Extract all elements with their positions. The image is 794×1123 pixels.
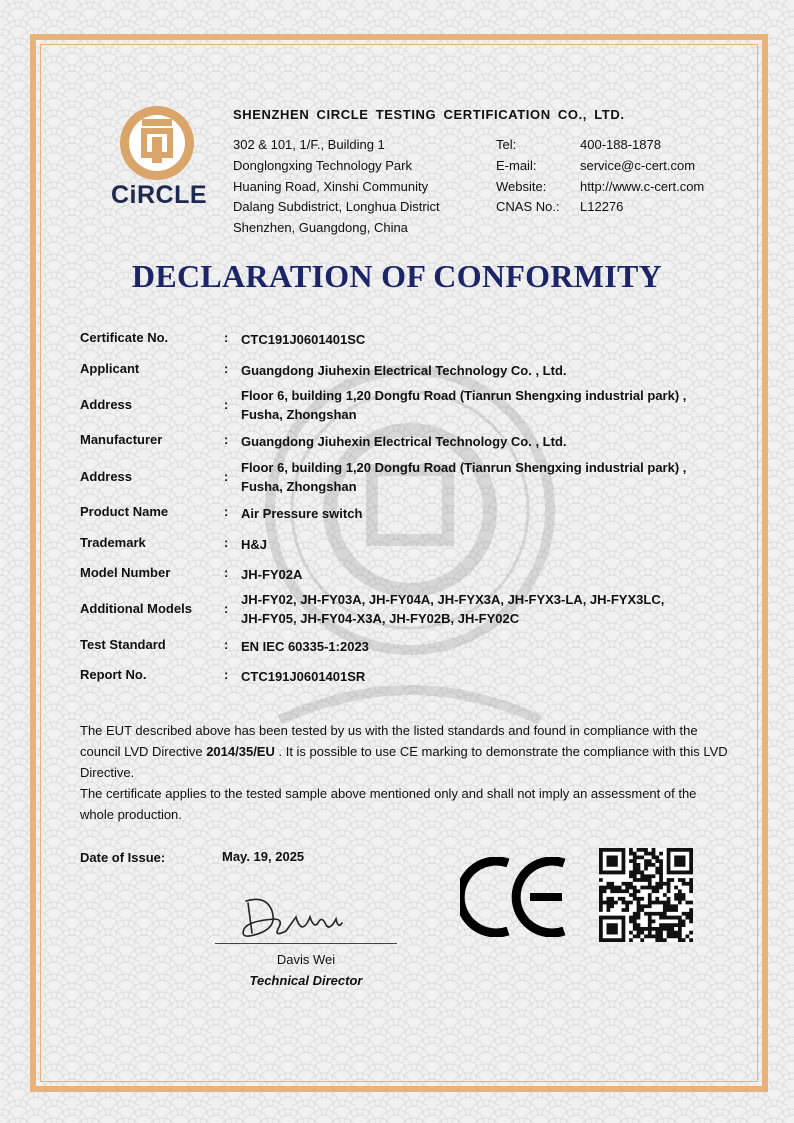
statement-text: . It is possible to use CE marking to demonstrate the compliance with this LVD Directive. <box>80 744 728 780</box>
field-value <box>241 432 741 451</box>
value-line: CTC191J0601401SR <box>241 669 366 684</box>
field-label: Applicant <box>80 361 140 376</box>
field-label: Manufacturer <box>80 432 163 447</box>
field-label: Certificate No. <box>80 330 169 345</box>
contact-label: CNAS No.: <box>496 199 560 215</box>
qr-code-icon <box>599 848 693 942</box>
value-line: Guangdong Jiuhexin Electrical Technology Co. , Ltd. <box>241 363 567 378</box>
address-line: Shenzhen, Guangdong, China <box>233 220 408 236</box>
field-value <box>241 361 741 380</box>
contact-cnas: L12276 <box>580 199 624 215</box>
field-colon: : <box>224 469 229 484</box>
field-colon: : <box>224 432 229 447</box>
field-label: Test Standard <box>80 637 166 652</box>
field-colon: : <box>224 361 229 376</box>
contact-label: Website: <box>496 178 547 194</box>
field-label: Additional Models <box>80 601 192 616</box>
field-value <box>241 667 741 686</box>
signature-line <box>215 943 397 944</box>
field-value <box>241 458 741 496</box>
field-value <box>241 590 741 628</box>
field-value <box>241 504 741 523</box>
value-line: EN IEC 60335-1:2023 <box>241 639 369 654</box>
field-value <box>241 330 741 349</box>
field-colon: : <box>224 565 229 580</box>
contact-label: E-mail: <box>496 157 537 173</box>
address-line: Donglongxing Technology Park <box>233 157 412 173</box>
signatory-name: Davis Wei <box>276 952 336 967</box>
field-colon: : <box>224 504 229 519</box>
field-label: Report No. <box>80 667 147 682</box>
value-line: Guangdong Jiuhexin Electrical Technology Co. , Ltd. <box>241 434 567 449</box>
company-contact <box>496 135 704 218</box>
statement-paragraph: The certificate applies to the tested sample above mentioned only and shall not imply an assessment of the whole production. <box>80 786 697 822</box>
field-colon: : <box>224 637 229 652</box>
value-line: JH-FY02, JH-FY03A, JH-FY04A, JH-FYX3A, JH-FYX3-LA, JH-FYX3LC, <box>241 592 665 607</box>
value-line: H&J <box>241 537 268 552</box>
field-label: Trademark <box>80 535 146 550</box>
logo-wordmark: CiRCLE <box>110 181 208 209</box>
address-line: 302 & 101, 1/F., Building 1 <box>233 137 385 152</box>
field-value <box>241 637 741 656</box>
directive-number: 2014/35/EU <box>206 744 275 759</box>
statement-text: The EUT described above has been tested by us with the listed standards and found in compliance with the council LVD Directive <box>80 723 698 759</box>
field-colon: : <box>224 601 229 616</box>
statement-paragraph <box>80 720 730 783</box>
ce-mark-icon <box>460 857 572 937</box>
address-line: Huaning Road, Xinshi Community <box>233 178 429 194</box>
field-label: Product Name <box>80 504 169 519</box>
company-address <box>233 135 440 239</box>
document-title: DECLARATION OF CONFORMITY <box>131 258 663 294</box>
field-label: Address <box>80 397 133 412</box>
field-colon: : <box>224 330 229 345</box>
field-colon: : <box>224 397 229 412</box>
value-line: Fusha, Zhongshan <box>241 479 357 494</box>
contact-tel: 400-188-1878 <box>580 137 661 152</box>
field-value <box>241 535 741 554</box>
address-line: Dalang Subdistrict, Longhua District <box>233 199 440 215</box>
value-line: Floor 6, building 1,20 Dongfu Road (Tianrun Shengxing industrial park) , <box>241 388 687 403</box>
handwritten-signature-image <box>238 893 358 945</box>
contact-label: Tel: <box>496 137 517 152</box>
value-line: JH-FY05, JH-FY04-X3A, JH-FY02B, JH-FY02C <box>241 611 520 626</box>
field-colon: : <box>224 535 229 550</box>
contact-website: http://www.c-cert.com <box>580 178 705 194</box>
signatory-title: Technical Director <box>249 973 363 988</box>
value-line: JH-FY02A <box>241 567 303 582</box>
contact-email: service@c-cert.com <box>580 157 696 173</box>
value-line: Fusha, Zhongshan <box>241 407 357 422</box>
value-line: Floor 6, building 1,20 Dongfu Road (Tianrun Shengxing industrial park) , <box>241 460 687 475</box>
field-label: Model Number <box>80 565 171 580</box>
date-of-issue-label: Date of Issue: <box>80 850 166 865</box>
field-value <box>241 565 741 584</box>
field-colon: : <box>224 667 229 682</box>
company-name: SHENZHEN CIRCLE TESTING CERTIFICATION CO., LTD. <box>233 107 625 122</box>
value-line: CTC191J0601401SC <box>241 332 366 347</box>
date-of-issue-value: May. 19, 2025 <box>222 849 305 864</box>
compliance-statement <box>80 720 730 825</box>
field-label: Address <box>80 469 133 484</box>
value-line: Air Pressure switch <box>241 506 363 521</box>
field-value <box>241 386 741 424</box>
